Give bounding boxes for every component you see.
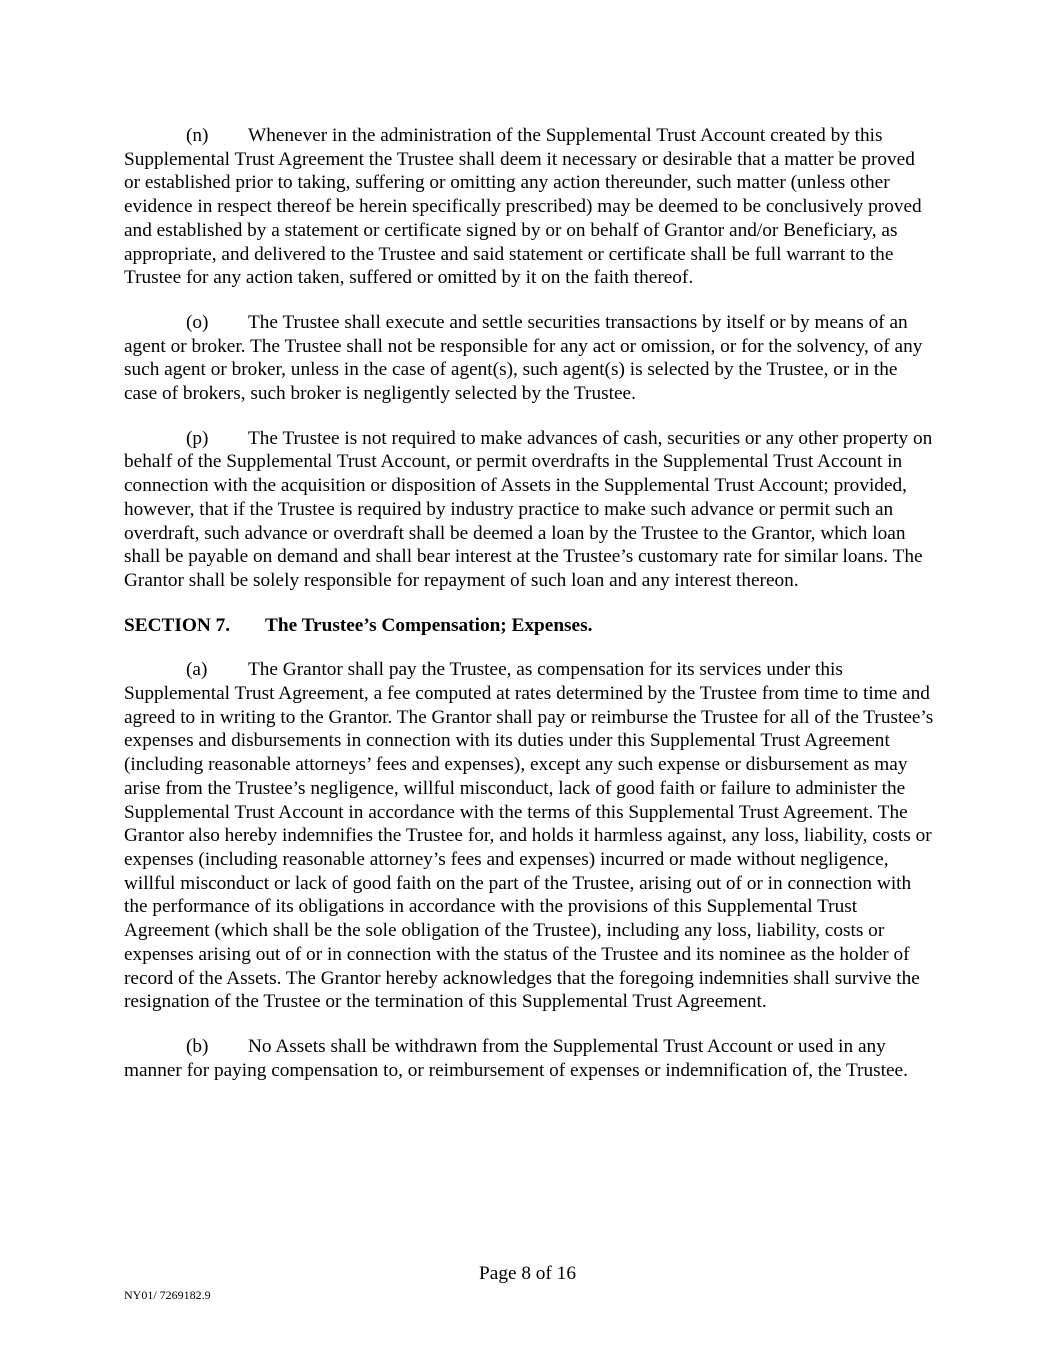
paragraph-label: (p) xyxy=(186,427,209,449)
paragraph-text: No Assets shall be withdrawn from the Supplemental Trust Account or used in any manner for paying compensation to, or reimbursement of expenses or indemnification of, the Trustee. xyxy=(124,1035,908,1081)
page-number: Page 8 of 16 xyxy=(479,1263,576,1284)
paragraph-text: Whenever in the administration of the Supplemental Trust Account created by this Supplemental Trust Agreement the Trustee shall deem it necessary or desirable that a matter be proved or established prior to taking, suffering or omitting any action thereunder, such matter (unless other evidence in respect thereof be herein specifically prescribed) may be deemed to be conclusively proved and established by a statement or certificate signed by or on behalf of Grantor and/or Beneficiary, as appropriate, and delivered to the Trustee and said statement or certificate shall be full warrant to the Trustee for any action taken, suffered or omitted by it on the faith thereof. xyxy=(124,125,922,289)
paragraph-p xyxy=(124,427,934,593)
paragraph-label: (b) xyxy=(186,1035,209,1057)
document-id: NY01/ 7269182.9 xyxy=(124,1288,211,1302)
paragraph-label: (n) xyxy=(186,125,209,146)
section-number: SECTION 7. xyxy=(124,614,231,636)
paragraph-label: (a) xyxy=(186,659,208,681)
paragraph-b xyxy=(124,1035,934,1082)
paragraph-text: The Trustee is not required to make advances of cash, securities or any other property on behalf of the Supplemental Trust Account, or permit overdrafts in the Supplemental Trust Account in connection with the acquisition or disposition of Assets in the Supplemental Trust Account; provided, however, that if the Trustee is required by industry practice to make such advance or permit such an overdraft, such advance or overdraft shall be deemed a loan by the Trustee to the Grantor, which loan shall be payable on demand and shall bear interest at the Trustee’s customary rate for similar loans. The Grantor shall be solely responsible for repayment of such loan and any interest thereon. xyxy=(124,427,933,591)
section-heading xyxy=(124,614,934,638)
paragraph-a xyxy=(124,658,934,1014)
paragraph-n xyxy=(124,124,934,290)
paragraph-text: The Grantor shall pay the Trustee, as compensation for its services under this Supplemental Trust Agreement, a fee computed at rates determined by the Trustee from time to time and agreed to in writing to the Grantor. The Grantor shall pay or reimburse the Trustee for all of the Trustee’s expenses and disbursements in connection with its duties under this Supplemental Trust Agreement (including reasonable attorneys’ fees and expenses), except any such expense or disbursement as may arise from the Trustee’s negligence, willful misconduct, lack of good faith or failure to administer the Supplemental Trust Account in accordance with the terms of this Supplemental Trust Agreement. The Grantor also hereby indemnifies the Trustee for, and holds it harmless against, any loss, liability, costs or expenses (including reasonable attorney’s fees and expenses) incurred or made without negligence, willful misconduct or lack of good faith on the part of the Trustee, arising out of or in connection with the performance of its obligations in accordance with the provisions of this Supplemental Trust Agreement (which shall be the sole obligation of the Trustee), including any loss, liability, costs or expenses arising out of or in connection with the status of the Trustee and its nominee as the holder of record of the Assets. The Grantor hereby acknowledges that the foregoing indemnities shall survive the resignation of the Trustee or the termination of this Supplemental Trust Agreement. xyxy=(124,659,934,1013)
document-page xyxy=(124,124,934,1103)
paragraph-text: The Trustee shall execute and settle securities transactions by itself or by means of an agent or broker. The Trustee shall not be responsible for any act or omission, or for the solvency, of any such agent or broker, unless in the case of agent(s), such agent(s) is selected by the Trustee, or in the case of brokers, such broker is negligently selected by the Trustee. xyxy=(124,311,923,405)
section-title: The Trustee’s Compensation; Expenses. xyxy=(265,614,593,636)
paragraph-o xyxy=(124,311,934,406)
paragraph-label: (o) xyxy=(186,311,209,333)
